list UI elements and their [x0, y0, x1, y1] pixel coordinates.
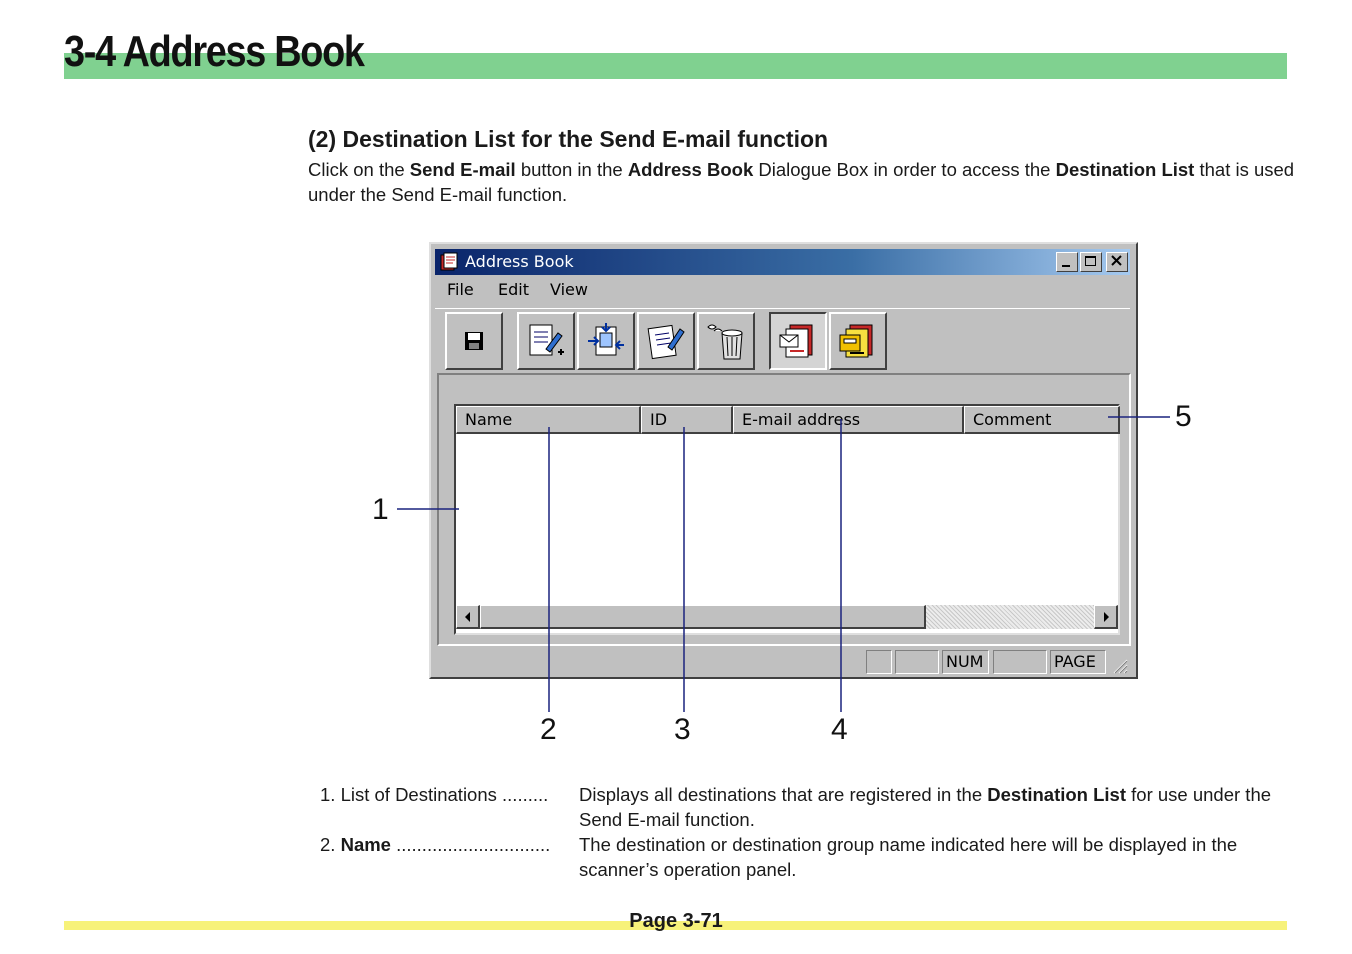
- definition-text: for use under the Send E-mail function.: [579, 784, 1272, 830]
- definition-number: 2.: [320, 834, 336, 855]
- status-num: NUM: [942, 650, 989, 674]
- page-number: Page 3-71: [629, 910, 723, 932]
- intro-bold-address-book: Address Book: [627, 159, 754, 180]
- menu-view[interactable]: View: [550, 280, 588, 299]
- definition-description: [579, 782, 1279, 832]
- definition-number: 1.: [320, 784, 336, 805]
- column-header-id[interactable]: ID: [641, 406, 733, 434]
- column-header-email-address[interactable]: E-mail address: [733, 406, 964, 434]
- status-page: PAGE: [1050, 650, 1106, 674]
- definition-term-text: List of Destinations: [340, 784, 497, 805]
- definition-text: The destination or destination group name indicated here will be displayed in the scanner’s operation panel.: [579, 834, 1238, 880]
- intro-text: button in the: [515, 159, 628, 180]
- page-title: 3-4 Address Book: [64, 27, 364, 76]
- menu-edit[interactable]: Edit: [498, 280, 529, 299]
- intro-text: Dialogue Box in order to access the: [753, 159, 1056, 180]
- menu-file[interactable]: File: [447, 280, 474, 299]
- column-header-name[interactable]: Name: [456, 406, 641, 434]
- callout-number-3: 3: [674, 713, 691, 746]
- callout-number-2: 2: [540, 713, 557, 746]
- intro-bold-destination-list: Destination List: [1055, 159, 1195, 180]
- column-header-comment[interactable]: Comment: [964, 406, 1120, 434]
- window-title: Address Book: [465, 252, 574, 271]
- definition-item: [320, 832, 1310, 882]
- callout-number-1: 1: [372, 493, 389, 526]
- intro-bold-send-email: Send E-mail: [409, 159, 516, 180]
- callout-number-4: 4: [831, 713, 848, 746]
- definition-leader-dots: .........: [496, 784, 549, 805]
- definition-list: [320, 782, 1310, 882]
- definition-term-text: Name: [340, 834, 391, 855]
- intro-text: Click on the: [308, 159, 410, 180]
- definition-term: [320, 782, 548, 807]
- intro-text: that is used under the Send E-mail function.: [308, 159, 1295, 205]
- definition-item: [320, 782, 1310, 832]
- definition-term: [320, 832, 550, 857]
- section-heading: (2) Destination List for the Send E-mail function: [308, 126, 829, 152]
- definition-bold-text: Destination List: [987, 784, 1127, 805]
- definition-leader-dots: ..............................: [390, 834, 551, 855]
- definition-description: [579, 832, 1279, 882]
- callout-number-5: 5: [1175, 400, 1192, 433]
- definition-text: Displays all destinations that are registered in the: [579, 784, 988, 805]
